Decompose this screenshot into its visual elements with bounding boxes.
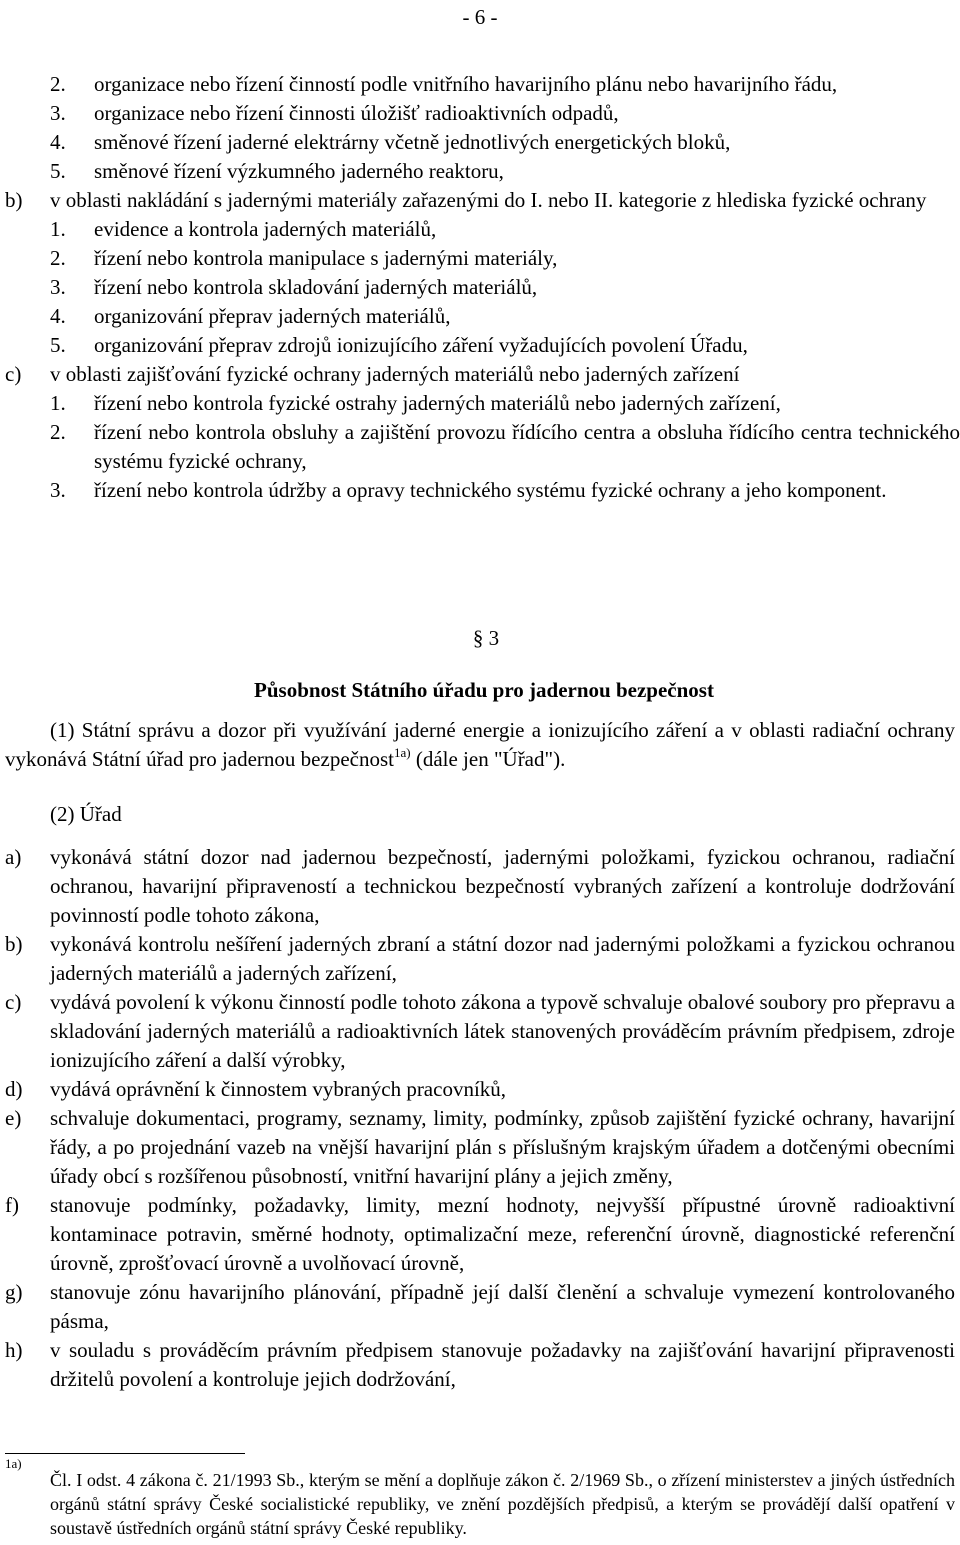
footnote-reference: 1a): [393, 745, 411, 760]
list-item-text: vykonává státní dozor nad jadernou bezpečností, jadernými položkami, fyzickou ochranou, radiační ochranou, havarijní připraveností a technickou bezpečností vybraných zařízení a kontroluje dodržování povinností podle tohoto zákona,: [50, 845, 955, 927]
list-item: [0, 128, 960, 157]
list-item-label: 3.: [50, 275, 66, 299]
list-item-label: 1.: [50, 391, 66, 415]
list-item-label: f): [5, 1193, 19, 1217]
authority-duties-list: [0, 843, 960, 1394]
list-item-text: vykonává kontrolu nešíření jaderných zbraní a státní dozor nad jadernými položkami a fyzickou ochranou jaderných materiálů a jaderných zařízení,: [50, 932, 955, 985]
list-item: [0, 331, 960, 360]
list-item-label: b): [5, 188, 23, 212]
list-item-label: 4.: [50, 304, 66, 328]
list-item-label: c): [5, 990, 22, 1014]
list-item: [0, 186, 960, 215]
list-item-text: organizace nebo řízení činnosti úložišť radioaktivních odpadů,: [94, 101, 619, 125]
footnote-divider: [5, 1453, 245, 1454]
list-item-label: g): [5, 1280, 23, 1304]
list-item: [0, 476, 960, 505]
paragraph-1: [5, 716, 955, 774]
list-item-label: c): [5, 362, 22, 386]
list-item: [0, 99, 960, 128]
section-sign: § 3: [472, 626, 500, 650]
list-item-text: vydává oprávnění k činnostem vybraných pracovníků,: [50, 1077, 507, 1101]
list-item: [0, 70, 960, 99]
list-item: [0, 157, 960, 186]
list-item-label: b): [5, 932, 23, 956]
list-item: [0, 1336, 960, 1394]
list-item-label: 5.: [50, 159, 66, 183]
list-item-label: a): [5, 845, 22, 869]
list-item-text: směnové řízení výzkumného jaderného reaktoru,: [94, 159, 504, 183]
list-item: [0, 1104, 960, 1191]
list-item: [0, 930, 960, 988]
list-item-text: řízení nebo kontrola manipulace s jadernými materiály,: [94, 246, 558, 270]
list-item-text: organizování přeprav jaderných materiálů,: [94, 304, 451, 328]
footnote-text: Čl. I odst. 4 zákona č. 21/1993 Sb., kterým se mění a doplňuje zákon č. 2/1969 Sb., o zřízení ministerstev a jiných ústředních orgánů státní správy České socialistické republiky, ve znění pozdějších předpisů, a kterým se provádějí další opatření v soustavě ústředních orgánů státní správy České republiky.: [50, 1470, 955, 1538]
list-item-text: vydává povolení k výkonu činností podle tohoto zákona a typově schvaluje obalové soubory pro přepravu a skladování jaderných materiálů a radioaktivních látek stanovených prováděcím právním předpisem, zdroje ionizujícího záření a další výrobky,: [50, 990, 955, 1072]
list-item: [0, 360, 960, 389]
paragraph-1-text: (1) Státní správu a dozor při využívání jaderné energie a ionizujícího záření a v oblasti radiační ochrany vykonává Státní úřad pro jadernou bezpečnost: [5, 718, 955, 771]
list-item-text: schvaluje dokumentaci, programy, seznamy, limity, podmínky, způsob zajištění fyzické ochrany, havarijní řády, a po projednání vazeb na vnější havarijní plán s příslušným krajským úřadem a dotčenými obecními úřady obcí s rozšířenou působností, vnitřní havarijní plány a jejich změny,: [50, 1106, 955, 1188]
list-item-label: h): [5, 1338, 23, 1362]
list-item-label: d): [5, 1077, 23, 1101]
list-item: [0, 273, 960, 302]
list-item-label: 5.: [50, 333, 66, 357]
list-item: [0, 418, 960, 476]
paragraph-2: (2) Úřad: [50, 802, 122, 826]
list-item-text: organizace nebo řízení činností podle vnitřního havarijního plánu nebo havarijního řádu,: [94, 72, 838, 96]
list-item-label: 2.: [50, 72, 66, 96]
list-item-text: řízení nebo kontrola obsluhy a zajištění provozu řídícího centra a obsluha řídícího centra technického systému fyzické ochrany,: [94, 420, 960, 473]
list-item: [0, 843, 960, 930]
list-item-label: e): [5, 1106, 22, 1130]
list-item: [0, 244, 960, 273]
list-item-text: v souladu s prováděcím právním předpisem stanovuje požadavky na zajišťování havarijní připravenosti držitelů povolení a kontroluje jejich dodržování,: [50, 1338, 955, 1391]
paragraph-1-tail: (dále jen "Úřad").: [410, 747, 566, 771]
list-item-text: organizování přeprav zdrojů ionizujícího záření vyžadujících povolení Úřadu,: [94, 333, 748, 357]
list-item: [0, 1075, 960, 1104]
list-item-label: 3.: [50, 101, 66, 125]
list-item-text: v oblasti nakládání s jadernými materiály zařazenými do I. nebo II. kategorie z hlediska fyzické ochrany: [50, 188, 927, 212]
list-item-text: řízení nebo kontrola údržby a opravy technického systému fyzické ochrany a jeho komponent.: [94, 478, 887, 502]
list-item-label: 3.: [50, 478, 66, 502]
list-item-text: řízení nebo kontrola skladování jaderných materiálů,: [94, 275, 538, 299]
list-item-text: v oblasti zajišťování fyzické ochrany jaderných materiálů nebo jaderných zařízení: [50, 362, 740, 386]
list-item: [0, 389, 960, 418]
list-item: [0, 215, 960, 244]
list-item-text: stanovuje podmínky, požadavky, limity, mezní hodnoty, nejvyšší přípustné úrovně radioaktivní kontaminace potravin, směrné hodnoty, optimalizační meze, referenční úrovně, diagnostické referenční úrovně, zprošťovací úrovně a uvolňovací úrovně,: [50, 1193, 955, 1275]
section-heading: Působnost Státního úřadu pro jadernou bezpečnost: [254, 678, 714, 702]
list-item-text: směnové řízení jaderné elektrárny včetně jednotlivých energetických bloků,: [94, 130, 731, 154]
list-item: [0, 302, 960, 331]
competence-list-top: [0, 70, 960, 505]
list-item-label: 2.: [50, 420, 66, 444]
list-item: [0, 1278, 960, 1336]
footnote-mark: 1a): [5, 1456, 22, 1471]
list-item-label: 4.: [50, 130, 66, 154]
page-number: - 6 -: [462, 5, 498, 29]
list-item-text: řízení nebo kontrola fyzické ostrahy jaderných materiálů nebo jaderných zařízení,: [94, 391, 781, 415]
list-item-label: 2.: [50, 246, 66, 270]
list-item-text: stanovuje zónu havarijního plánování, případně její další členění a schvaluje vymezení kontrolovaného pásma,: [50, 1280, 955, 1333]
list-item-label: 1.: [50, 217, 66, 241]
list-item: [0, 1191, 960, 1278]
list-item: [0, 988, 960, 1075]
list-item-text: evidence a kontrola jaderných materiálů,: [94, 217, 437, 241]
